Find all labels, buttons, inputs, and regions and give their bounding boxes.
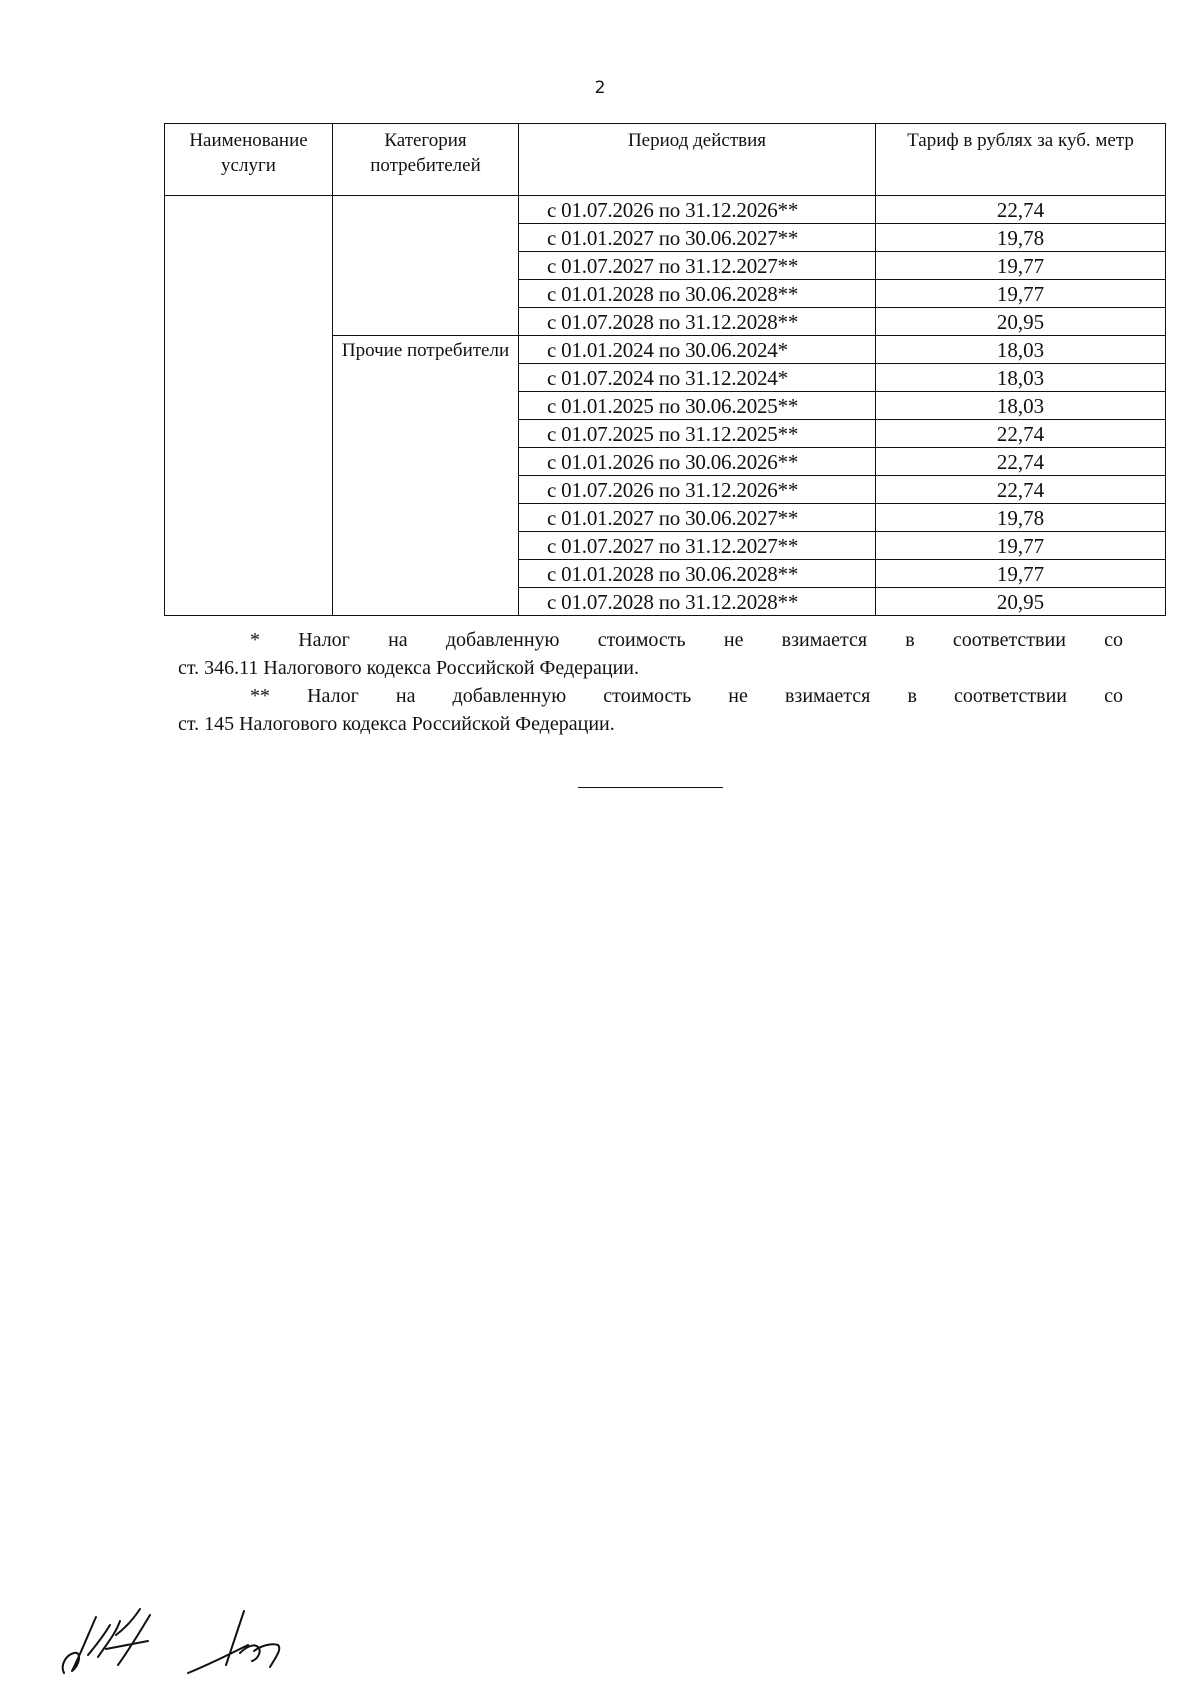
signature-1 [63,1609,150,1673]
period-cell: с 01.07.2024 по 31.12.2024* [519,364,876,392]
footnote-double-asterisk [178,682,1123,738]
tariff-rate-cell: 18,03 [876,364,1166,392]
period-cell: с 01.07.2028 по 31.12.2028** [519,588,876,616]
service-name-cell [165,196,333,616]
header-period: Период действия [519,124,876,196]
footnote-single-asterisk [178,626,1123,682]
period-cell: с 01.07.2027 по 31.12.2027** [519,532,876,560]
header-tariff: Тариф в рублях за куб. метр [876,124,1166,196]
period-cell: с 01.01.2027 по 30.06.2027** [519,224,876,252]
period-cell: с 01.07.2025 по 31.12.2025** [519,420,876,448]
end-separator-line [578,787,723,788]
table-row [165,196,1166,224]
period-cell: с 01.07.2026 по 31.12.2026** [519,196,876,224]
tariff-table-body [165,196,1166,616]
period-cell: с 01.01.2027 по 30.06.2027** [519,504,876,532]
tariff-rate-cell: 19,78 [876,504,1166,532]
header-service-name: Наименование услуги [165,124,333,196]
tariff-rate-cell: 22,74 [876,448,1166,476]
consumer-category-cell [333,196,519,336]
tariff-rate-cell: 19,77 [876,280,1166,308]
tariff-rate-cell: 22,74 [876,476,1166,504]
tariff-rate-cell: 22,74 [876,196,1166,224]
table-header-row [165,124,1166,196]
consumer-category-cell: Прочие потребители [333,336,519,616]
period-cell: с 01.01.2026 по 30.06.2026** [519,448,876,476]
period-cell: с 01.07.2026 по 31.12.2026** [519,476,876,504]
tariff-rate-cell: 19,77 [876,252,1166,280]
footnote-1-line-1: * Налог на добавленную стоимость не взимается в соответствии со [250,629,1123,651]
period-cell: с 01.01.2028 по 30.06.2028** [519,560,876,588]
tariff-rate-cell: 19,77 [876,532,1166,560]
period-cell: с 01.01.2028 по 30.06.2028** [519,280,876,308]
header-consumer-category: Категория потребителей [333,124,519,196]
period-cell: с 01.01.2024 по 30.06.2024* [519,336,876,364]
handwritten-signatures [58,1595,298,1685]
period-cell: с 01.07.2028 по 31.12.2028** [519,308,876,336]
period-cell: с 01.07.2027 по 31.12.2027** [519,252,876,280]
tariff-rate-cell: 20,95 [876,588,1166,616]
page-number: 2 [594,78,606,98]
period-cell: с 01.01.2025 по 30.06.2025** [519,392,876,420]
tariff-rate-cell: 19,78 [876,224,1166,252]
footnotes [178,626,1123,738]
footnote-2-line-1: ** Налог на добавленную стоимость не взимается в соответствии со [250,685,1123,707]
tariff-rate-cell: 18,03 [876,336,1166,364]
signature-2 [188,1611,279,1673]
tariff-table [164,123,1166,616]
tariff-rate-cell: 22,74 [876,420,1166,448]
tariff-rate-cell: 18,03 [876,392,1166,420]
tariff-rate-cell: 19,77 [876,560,1166,588]
tariff-rate-cell: 20,95 [876,308,1166,336]
footnote-1-line-2: ст. 346.11 Налогового кодекса Российской Федерации. [178,657,639,679]
footnote-2-line-2: ст. 145 Налогового кодекса Российской Федерации. [178,713,615,735]
